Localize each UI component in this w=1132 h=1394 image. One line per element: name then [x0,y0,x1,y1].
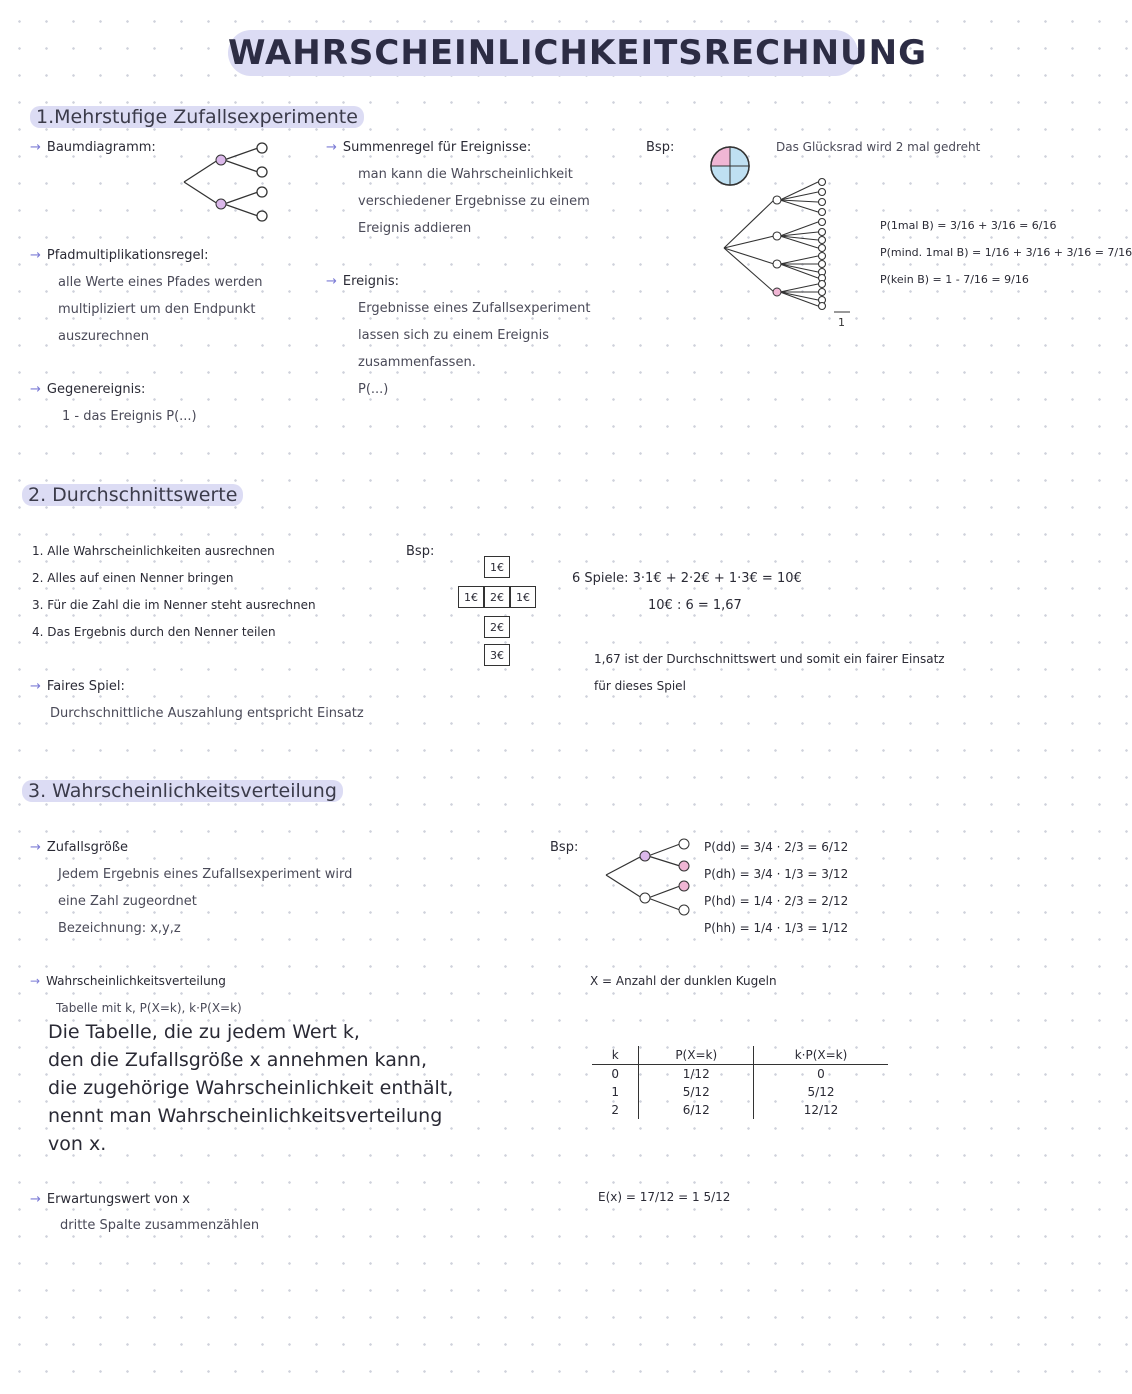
calc-line-2: 10€ : 6 = 1,67 [648,598,742,613]
section-3-heading: 3. Wahrscheinlichkeitsverteilung [22,780,343,802]
table-cell: 1/12 [639,1065,754,1084]
verteilung-title: → Wahrscheinlichkeitsverteilung [30,974,226,988]
table-cell: 1 [592,1083,639,1101]
table-cell: 5/12 [639,1083,754,1101]
bsp-label-1: Bsp: [646,140,675,155]
prob-hd: P(hd) = 1/4 · 2/3 = 2/12 [704,894,849,908]
calc-line-1: 6 Spiele: 3·1€ + 2·2€ + 1·3€ = 10€ [572,571,802,586]
definition-line-2: den die Zufallsgröße x annehmen kann, [48,1049,427,1071]
die-face-below: 2€ [484,616,510,638]
table-header-p: P(X=k) [639,1046,754,1065]
die-face-bottom: 3€ [484,644,510,666]
dice-net [456,556,540,668]
ereignis-title: → Ereignis: [326,274,400,289]
bsp-label-3: Bsp: [550,840,579,855]
summenregel-line-1: man kann die Wahrscheinlichkeit [358,167,573,182]
arrow-right-icon: → [326,140,337,155]
die-face-right: 1€ [510,586,536,608]
formula-kein-b: P(kein B) = 1 - 7/16 = 9/16 [880,273,1029,286]
erwartungswert-result: E(x) = 17/12 = 1 5/12 [598,1190,731,1204]
gegenereignis-title: → Gegenereignis: [30,382,146,397]
table-cell: 5/12 [807,1085,835,1099]
zufallsgroesse-title: → Zufallsgröße [30,840,129,855]
definition-line-1: Die Tabelle, die zu jedem Wert k, [48,1021,360,1043]
faires-spiel-line: Durchschnittliche Auszahlung entspricht Einsatz [50,706,364,721]
zufallsgroesse-line-1: Jedem Ergebnis eines Zufallsexperiment wird [58,867,353,882]
arrow-right-icon: → [30,679,41,694]
gegenereignis-line: 1 - das Ereignis P(...) [62,409,197,424]
pfadregel-line-2: multipliziert um den Endpunkt [58,302,256,317]
summenregel-line-3: Ereignis addieren [358,221,472,236]
step-2: 2. Alles auf einen Nenner bringen [32,571,234,585]
summenregel-title: → Summenregel für Ereignisse: [326,140,532,155]
table-cell: 0 [592,1065,639,1084]
die-face-top: 1€ [484,556,510,578]
step-3: 3. Für die Zahl die im Nenner steht ausrechnen [32,598,316,612]
prob-hh: P(hh) = 1/4 · 1/3 = 1/12 [704,921,849,935]
tree-diagram-gluecksrad [718,172,858,332]
table-cell: 0 [817,1067,825,1081]
section-2-heading: 2. Durchschnittswerte [22,484,243,506]
erwartungswert-line: dritte Spalte zusammenzählen [60,1218,260,1233]
section-1-heading: 1.Mehrstufige Zufallsexperimente [30,106,364,128]
pfadregel-line-3: auszurechnen [58,329,149,344]
table-row [592,1083,888,1101]
result-line-1: 1,67 ist der Durchschnittswert und somit ein fairer Einsatz [594,652,945,666]
ereignis-line-1: Ergebnisse eines Zufallsexperiment [358,301,591,316]
gluecksrad-text: Das Glücksrad wird 2 mal gedreht [776,140,981,154]
erwartungswert-title: → Erwartungswert von x [30,1192,190,1207]
definition-line-5: von x. [48,1133,107,1155]
zufallsgroesse-line-2: eine Zahl zugeordnet [58,894,197,909]
tree-sum-label: 1 [838,316,845,329]
result-line-2: für dieses Spiel [594,679,686,693]
table-header-kp: k·P(X=k) [753,1046,888,1065]
faires-spiel-title: → Faires Spiel: [30,679,125,694]
page-title: WAHRSCHEINLICHKEITSRECHNUNG [228,30,858,76]
step-1: 1. Alle Wahrscheinlichkeiten ausrechnen [32,544,275,558]
verteilung-line: Tabelle mit k, P(X=k), k·P(X=k) [56,1001,242,1015]
table-header-k: k [592,1046,639,1065]
tree-diagram-small [178,140,278,222]
arrow-right-icon: → [30,840,41,855]
formula-1mal-b: P(1mal B) = 3/16 + 3/16 = 6/16 [880,219,1057,232]
distribution-table [592,1046,888,1119]
summenregel-line-2: verschiedener Ergebnisse zu einem [358,194,590,209]
table-cell: 6/12 [639,1101,754,1119]
x-definition: X = Anzahl der dunklen Kugeln [590,974,777,988]
table-cell: 2 [592,1101,639,1119]
ereignis-line-2: lassen sich zu einem Ereignis [358,328,549,343]
tree-diagram-kugeln [600,832,700,918]
pfadregel-title: → Pfadmultiplikationsregel: [30,248,209,263]
definition-line-4: nennt man Wahrscheinlichkeitsverteilung [48,1105,443,1127]
step-4: 4. Das Ergebnis durch den Nenner teilen [32,625,276,639]
definition-line-3: die zugehörige Wahrscheinlichkeit enthält, [48,1077,454,1099]
arrow-right-icon: → [30,1192,41,1207]
prob-dd: P(dd) = 3/4 · 2/3 = 6/12 [704,840,849,854]
table-row [592,1065,888,1084]
zufallsgroesse-line-3: Bezeichnung: x,y,z [58,921,181,936]
ereignis-line-3: zusammenfassen. [358,355,476,370]
die-face-left: 1€ [458,586,484,608]
arrow-right-icon: → [30,140,41,155]
arrow-right-icon: → [30,974,41,988]
table-header-row [592,1046,888,1065]
arrow-right-icon: → [30,382,41,397]
arrow-right-icon: → [326,274,337,289]
die-face-center: 2€ [484,586,510,608]
pfadregel-line-1: alle Werte eines Pfades werden [58,275,263,290]
ereignis-p: P(...) [358,382,389,397]
prob-dh: P(dh) = 3/4 · 1/3 = 3/12 [704,867,849,881]
formula-mind-1mal-b: P(mind. 1mal B) = 1/16 + 3/16 + 3/16 = 7/16 [880,246,1132,259]
arrow-right-icon: → [30,248,41,263]
table-row [592,1101,888,1119]
table-cell: 12/12 [803,1103,839,1117]
bsp-label-2: Bsp: [406,544,435,559]
baumdiagramm-label: → Baumdiagramm: [30,140,156,155]
